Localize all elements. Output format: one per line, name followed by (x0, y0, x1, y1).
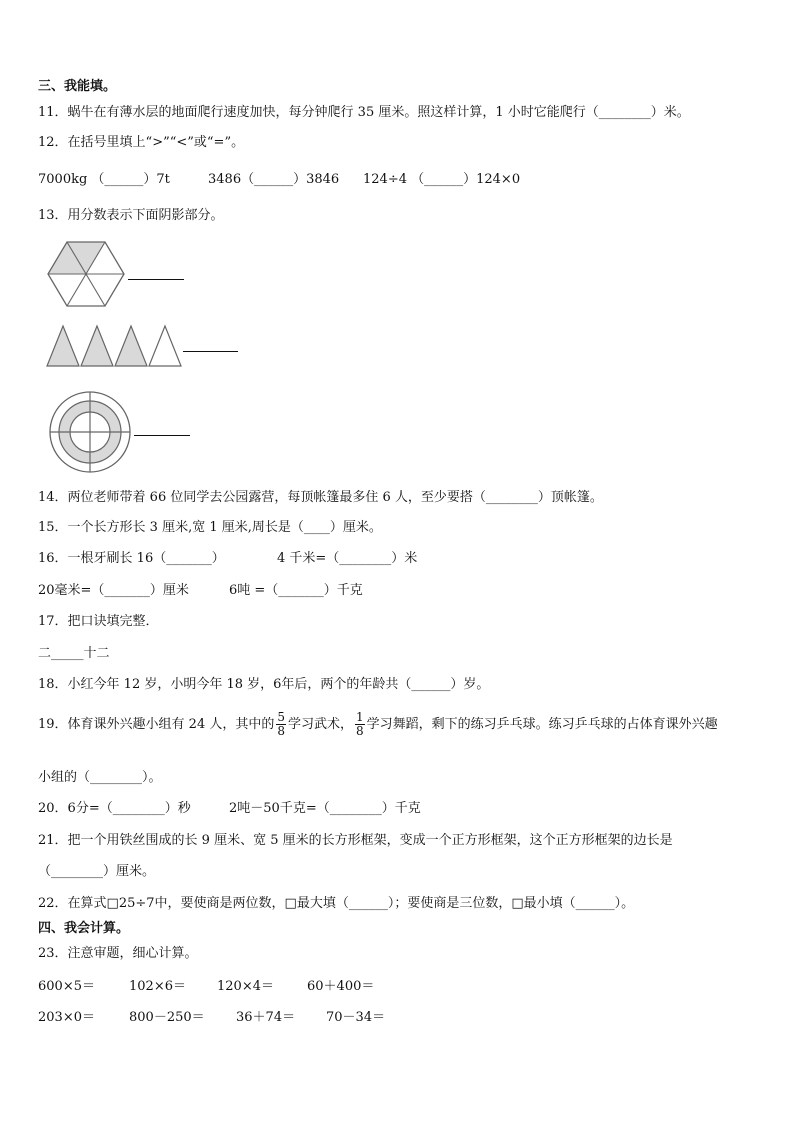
q12-item-1: 7000kg （______）7t (38, 172, 170, 187)
q19-fraction-1: $\frac{5}{8}$ (277, 710, 285, 738)
calc-r1-3: 120×4＝ (217, 979, 274, 994)
question-22: 22．在算式□25÷7中，要使商是两位数，□最大填（______）；要使商是三位数，□最小填（______）。 (38, 896, 635, 911)
q19-fraction-2: $\frac{1}{8}$ (356, 710, 364, 738)
question-15: 15．一个长方形长 3 厘米,宽 1 厘米,周长是（____）厘米。 (38, 520, 382, 535)
calc-r1-2: 102×6＝ (129, 979, 186, 994)
circles-answer-line (134, 435, 190, 436)
question-18: 18．小红今年 12 岁，小明今年 18 岁，6年后，两个的年龄共（______）岁。 (38, 677, 490, 692)
question-23: 23．注意审题，细心计算。 (38, 946, 198, 961)
q19-mid: 学习武术， (288, 717, 354, 732)
q19-prefix: 19．体育课外兴趣小组有 24 人，其中的 (38, 717, 275, 732)
question-16-d: 6吨 =（_______）千克 (229, 583, 363, 598)
hexagon-answer-line (128, 279, 184, 280)
calc-r2-3: 36＋74＝ (236, 1010, 296, 1025)
calc-r2-4: 70－34＝ (326, 1010, 386, 1025)
section-3-title: 三、我能填。 (38, 79, 117, 94)
q19-suffix: 学习舞蹈，剩下的练习乒乓球。练习乒乓球的占体育课外兴趣 (366, 717, 718, 732)
circles-figure (48, 390, 132, 474)
calc-r1-4: 60＋400＝ (307, 979, 375, 994)
question-20-a: 20．6分=（________）秒 (38, 801, 191, 816)
question-13: 13．用分数表示下面阴影部分。 (38, 208, 224, 223)
question-16-a: 16．一根牙刷长 16（_______） (38, 551, 225, 566)
question-12: 12．在括号里填上“>”“<”或“=”。 (38, 135, 245, 150)
question-11: 11．蜗牛在有薄水层的地面爬行速度加快，每分钟爬行 35 厘米。照这样计算，1 小时它能爬行（________）米。 (38, 105, 690, 120)
hexagon-figure (46, 240, 126, 308)
calc-r2-1: 203×0＝ (38, 1010, 95, 1025)
question-16-b: 4 千米=（________）米 (277, 551, 418, 566)
question-14: 14．两位老师带着 66 位同学去公园露营，每顶帐篷最多住 6 人，至少要搭（________）顶帐篷。 (38, 490, 603, 505)
question-21: 21．把一个用铁丝围成的长 9 厘米、宽 5 厘米的长方形框架，变成一个正方形框架，这个正方形框架的边长是 (38, 833, 673, 848)
question-19 (38, 710, 718, 740)
q12-item-3: 124÷4 （______）124×0 (363, 172, 521, 187)
question-17-line: 二_____十二 (38, 646, 110, 661)
section-4-title: 四、我会计算。 (38, 921, 130, 936)
question-21-line-2: （________）厘米。 (38, 864, 156, 879)
q12-item-2: 3486（______）3846 (208, 172, 340, 187)
calc-r2-2: 800－250＝ (129, 1010, 205, 1025)
question-20-b: 2吨－50千克=（________）千克 (229, 801, 421, 816)
question-19-line-2: 小组的（________）。 (38, 770, 162, 785)
question-17: 17．把口诀填完整． (38, 614, 159, 629)
triangles-answer-line (183, 351, 238, 352)
question-16-c: 20毫米=（_______）厘米 (38, 583, 189, 598)
triangles-figure (46, 324, 182, 368)
calc-r1-1: 600×5＝ (38, 979, 95, 994)
